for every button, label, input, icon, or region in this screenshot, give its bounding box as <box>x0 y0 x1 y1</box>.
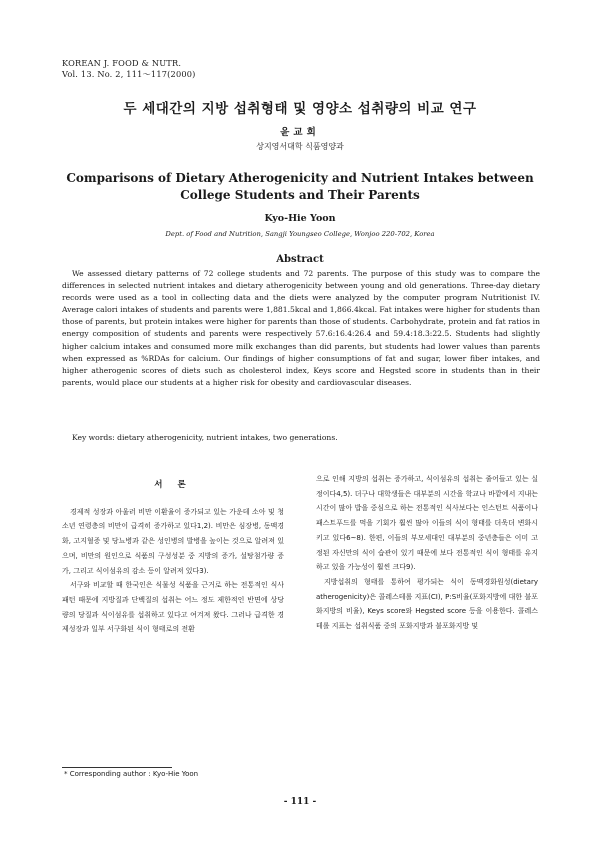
footnote-divider <box>62 767 172 768</box>
english-title <box>0 170 600 204</box>
abstract-text: We assessed dietary patterns of 72 college students and 72 parents. The purpose of this study was to compare the differences in selected nutrient intakes and dietary atherogenicity between young and old generations. Three-day dietary records were used as a tool in collecting data and the diets were analyzed by the computer program Nutritionist IV. Average calori intakes of students and parents were 1,881.5kcal and 1,866.4kcal. Fat intakes were higher for students than those of parents, but protein intakes were higher for parents than those of students. Carbohydrate, protein and fat ratios in energy composition of students and parents were respectively 57.6:16.4:26.4 and 59.4:18.3:22.5. Students had slightly higher calcium intakes and consumed more milk exchanges than did parents, but students had lower values than parents when expressed as %RDAs for calcium. Our findings of higher consumptions of fat and sugar, lower fiber intakes, and higher atherogenic scores of diets such as cholesterol index, Keys score and Hegsted score in students than in their parents, would place our students at a higher risk for obesity and cardiovascular diseases. <box>62 269 540 387</box>
keywords: Key words: dietary atherogenicity, nutrient intakes, two generations. <box>72 433 338 442</box>
korean-title: 두 세대간의 지방 섭취형태 및 영양소 섭취량의 비교 연구 <box>123 101 477 117</box>
journal-name: KOREAN J. FOOD & NUTR. <box>62 58 182 68</box>
body-paragraph: 지방섭취의 형태를 통하여 평가되는 식이 동맥경화원성(dietary atherogenicity)은 콜레스테롤 지표(CI), P:S비율(포화지방에 대한 불포화지방의 비율), Keys score와 Hegsted score 등을 이용한다. 콜레스테롤 지표는 섭취식품 중의 포화지방과 불포화지방 및 <box>316 577 538 631</box>
english-affiliation: Dept. of Food and Nutrition, Sangji Youngseo College, Wonjoo 220-702, Korea <box>165 230 435 238</box>
abstract-heading: Abstract <box>276 254 324 265</box>
corresponding-author-footnote: * Corresponding author : Kyo-Hie Yoon <box>64 770 199 778</box>
body-column-left <box>62 478 284 637</box>
korean-author: 윤교희 <box>280 127 320 138</box>
body-paragraph: 으로 인해 지방의 섭취는 증가하고, 식이섬유의 섭취는 줄어들고 있는 실정이다4,5). 더구나 대학생들은 대부분의 시간을 학교나 바깥에서 지내는 시간이 많아 밥을 중심으로 하는 전통적인 식사보다는 인스턴트 식품이나 패스트푸드를 먹을 기회가 훨씬 많아 이들의 식이 형태를 더욱더 변화시키고 있다6~8). 한편, 이들의 부모세대인 대부분의 중년층들은 이미 고정된 자신만의 식이 습관이 있기 때문에 보다 전통적인 식이 형태를 유지하고 있을 가능성이 훨씬 크다9). <box>316 475 538 572</box>
english-title-line-1: Comparisons of Dietary Atherogenicity and Nutrient Intakes between <box>66 171 534 185</box>
body-paragraph: 서구와 비교할 때 한국인은 식물성 식품을 근거로 하는 전통적인 식사 패턴 때문에 지방질과 단백질의 섭취는 어느 정도 제한적인 반면에 상당량의 당질과 식이섬유를 섭취하고 있다고 여겨져 왔다. 그러나 급격한 경제성장과 일부 서구화된 식이 형태로의 전환 <box>62 581 284 634</box>
journal-volume: Vol. 13. No. 2, 111～117(2000) <box>62 69 196 79</box>
body-paragraph: 경제적 성장과 아울러 비만 이환율이 증가되고 있는 가운데 소아 및 청소년 연령층의 비만이 급격히 증가하고 있다1,2). 비만은 심장병, 동맥경화, 고지혈증 및 당뇨병과 같은 성인병의 발병을 높이는 것으로 알려져 있으며, 비만의 원인으로 식품의 구성성분 중 지방의 증가, 설탕첨가량 증가, 그리고 식이섬유의 감소 등이 알려져 있다3). <box>62 507 284 575</box>
korean-affiliation: 상지영서대학 식품영양과 <box>256 142 344 151</box>
body-column-right <box>316 472 538 634</box>
journal-header <box>62 58 196 80</box>
english-author: Kyo-Hie Yoon <box>264 213 336 224</box>
page-number: - 111 - <box>283 797 317 807</box>
english-title-line-2: College Students and Their Parents <box>180 188 420 202</box>
section-heading-introduction: 서 론 <box>154 480 192 490</box>
